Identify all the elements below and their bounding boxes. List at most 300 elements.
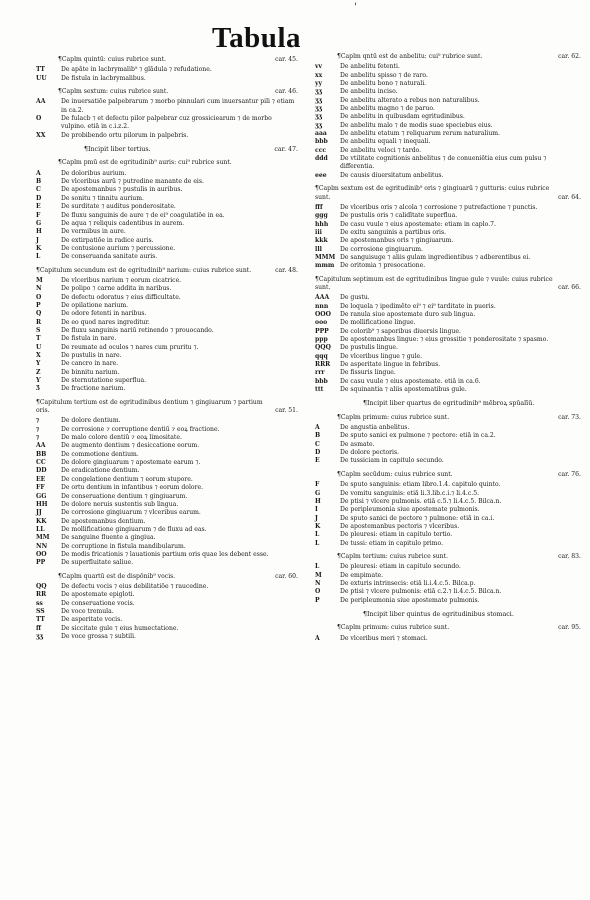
entry-text: De anbelitu inciso. [340, 88, 398, 96]
entry-label: J [36, 236, 39, 244]
entry-text: De vtilitate cognitionis anbelitus ⁊ de conueniētia eius cum pulsu ⁊ differentia. [340, 155, 547, 171]
entry-label: BB [36, 450, 47, 458]
entry-text: De asperitate vocis. [61, 616, 123, 624]
index-section [315, 553, 585, 605]
rubric-entry [315, 294, 585, 302]
entry-text: De contusione aurium ⁊ percussione. [61, 244, 176, 252]
entry-label: A [315, 634, 320, 642]
entry-label: G [315, 489, 321, 497]
rubric-entry [36, 633, 302, 641]
rubric-entry [36, 625, 302, 633]
entry-label: iii [315, 228, 322, 236]
entry-text: De corruptione in fistula mandibularum. [61, 542, 186, 550]
chapter-page-ref: car. 60. [275, 572, 298, 580]
chapter-page-ref: car. 73. [558, 413, 581, 421]
book-heading [36, 146, 302, 154]
entry-text: De pustulis oris ⁊ calidītate superflua. [340, 212, 458, 220]
entry-text: De tussi: etiam in capitulo primo. [340, 539, 444, 547]
entry-label: nnn [315, 302, 329, 310]
entry-text: De fluxu sanguinis nariū retinendo ⁊ prouocando. [61, 326, 214, 334]
entry-label: ʒʒ [315, 105, 322, 113]
entry-text: De probibendo ortu pilorum in palpebris. [61, 131, 189, 139]
entry-label: G [36, 219, 42, 227]
entry-label: C [36, 186, 41, 194]
entry-label: ⁊ [36, 417, 40, 425]
rubric-entry [36, 360, 302, 368]
book-heading [315, 400, 585, 408]
rubric-entry [36, 459, 302, 467]
entry-label: FF [36, 484, 45, 492]
entry-text: De voce tremula. [61, 607, 114, 615]
entry-label: R [36, 318, 42, 326]
rubric-entry [315, 531, 585, 539]
entry-label: B [36, 178, 42, 186]
chapter-page-ref: car. 66. [558, 283, 581, 291]
entry-text: De sanguine fluente a gingiua. [61, 534, 156, 542]
entry-text: De reumate ad oculos ⁊ nares cum pruritu ⁊. [61, 343, 199, 351]
entry-text: De loquela ⁊ ipedimēto ei⁹ ⁊ ei⁹ tarditate in pueris. [340, 302, 496, 310]
chapter-heading [315, 624, 585, 632]
rubric-entry [315, 588, 585, 596]
entry-text: De vermibus in aure. [61, 228, 126, 236]
entry-text: De ortu dentium in infantibus ⁊ eorum dolore. [61, 484, 204, 492]
index-section [315, 624, 585, 643]
entry-text: De dolore neruis sustentis sub lingua. [61, 500, 179, 508]
entry-label: OO [36, 550, 47, 558]
entry-label: yy [315, 80, 323, 88]
rubric-entry [36, 98, 302, 115]
entry-text: De fractione narium. [61, 385, 126, 393]
entry-text: De defectu odoratus ⁊ eius difficultate. [61, 293, 181, 301]
entry-text: De modis fricationis ⁊ lauationis partium oris quae les debent esse. [61, 550, 269, 558]
entry-text: De apostemanbus ⁊ pustulis in auribus. [61, 186, 183, 194]
rubric-entry [315, 361, 585, 369]
entry-label: rrr [315, 369, 325, 377]
entry-label: E [315, 457, 320, 465]
rubric-entry [36, 385, 302, 393]
entry-label: ppp [315, 336, 328, 343]
entry-label: ooo [315, 319, 328, 327]
entry-label: A [315, 424, 320, 432]
entry-label: QQ [36, 582, 47, 590]
entry-text: De mollificatione gingiuarum ⁊ de fluxu ad eas. [61, 525, 207, 533]
entry-text: De ptisi ⁊ vlcere pulmonis. etiā c.5.⁊ li.4.c.5. Bilca.n. [340, 497, 502, 505]
rubric-entry [315, 172, 585, 180]
book-heading-text: ¶Incipit liber quartus de egritudinib⁹ mēbroꝝ spūalīū. [363, 400, 535, 408]
entry-label: MM [36, 534, 50, 542]
entry-label: L [315, 539, 320, 547]
entry-text: De malo colore dentiū ⁊ eoꝝ limositate. [61, 434, 182, 442]
chapter-heading-text: ¶Capitulum secundum est de egritudinib⁹ narium: cuius rubrice sunt. [36, 266, 252, 274]
rubric-entry [315, 336, 585, 344]
entry-label: C [315, 440, 320, 448]
entry-label: ʒʒ [315, 121, 322, 129]
entry-label: UU [36, 74, 47, 82]
rubric-entry [36, 75, 302, 83]
entry-text: De apostemate epigloti. [61, 591, 135, 599]
entry-label: kkk [315, 237, 328, 245]
page-mark: ' [354, 2, 357, 13]
rubric-entry [315, 490, 585, 498]
rubric-entry [36, 178, 302, 186]
index-section [315, 471, 585, 548]
index-section [36, 399, 302, 568]
rubric-entry [36, 534, 302, 542]
rubric-entry [36, 115, 302, 132]
chapter-page-ref: car. 51. [275, 407, 298, 415]
entry-text: De dolore gingiuarum ⁊ apostemate earum ⁊. [61, 459, 201, 467]
entry-label: AA [36, 442, 46, 450]
entry-text: De conseruanda sanitate auris. [61, 253, 158, 261]
rubric-entry [36, 442, 302, 450]
entry-text: De fistula in lacbrymalibus. [61, 74, 146, 82]
index-section [36, 56, 302, 83]
entry-label: F [36, 211, 41, 219]
rubric-entry [315, 63, 585, 71]
entry-label: A [36, 169, 41, 177]
index-section [315, 185, 585, 270]
entry-text: De anbelitu veloci ⁊ tardo. [340, 146, 422, 154]
entry-text: De asperitate lingue in febribus. [340, 361, 441, 369]
entry-text: De colorib⁹ ⁊ saporibus diuersis lingue. [340, 327, 461, 335]
entry-label: JJ [36, 509, 42, 517]
rubric-entry [36, 509, 302, 517]
chapter-page-ref: car. 46. [275, 88, 298, 96]
chapter-heading-text: ¶Caplm secūdum: cuius rubrice sunt. [337, 470, 453, 478]
chapter-heading-text: ¶Capitulum septimum est de egritudinibus lingue gule ⁊ vuule: cuius rubrice sunt. [315, 275, 553, 291]
entry-label: CC [36, 459, 46, 467]
rubric-entry [315, 72, 585, 80]
entry-label: EE [36, 475, 46, 483]
entry-label: I [315, 506, 318, 514]
entry-label: L [315, 531, 320, 539]
chapter-page-ref: car. 83. [558, 552, 581, 560]
chapter-page-ref: car. 62. [558, 53, 581, 60]
entry-text: De angustia anbelitus. [340, 424, 410, 432]
chapter-heading [36, 399, 302, 416]
entry-label: J [315, 514, 318, 522]
entry-label: ʒʒ [36, 633, 43, 640]
entry-text: De oritomia ⁊ presocatione. [340, 262, 426, 270]
rubric-entry [36, 501, 302, 509]
rubric-entry [315, 80, 585, 88]
book-heading [315, 611, 585, 619]
entry-text: De asmate. [340, 440, 375, 448]
rubric-entry [315, 540, 585, 548]
entry-label: Ʒ [36, 385, 41, 393]
entry-label: fff [315, 203, 323, 211]
chapter-heading [36, 267, 302, 275]
entry-text: De aqua ⁊ reliquis cadentibus in aurem. [61, 219, 185, 227]
entry-label: KK [36, 517, 47, 525]
rubric-entry [315, 449, 585, 457]
entry-label: AA [36, 98, 46, 106]
entry-label: PP [36, 559, 46, 567]
entry-label: ⁊ [36, 434, 40, 442]
entry-label: xx [315, 71, 323, 79]
rubric-entry [315, 155, 585, 172]
rubric-entry [36, 591, 302, 599]
entry-text: De sputo sanici ex pulmone ⁊ pectore: etiā in ca.2. [340, 432, 496, 440]
chapter-page-ref: car. 76. [558, 470, 581, 478]
rubric-entry [315, 254, 585, 262]
rubric-entry [315, 457, 585, 465]
entry-text: De fistula in nare. [61, 335, 117, 343]
book-heading-text: ¶Incipit liber quintus de egritudinibus stomaci. [363, 610, 514, 618]
index-section [36, 573, 302, 642]
entry-label: RR [36, 591, 47, 599]
entry-text: De squinantia ⁊ aliis apostematibus gule. [340, 386, 467, 394]
entry-text: De vlceribus meri ⁊ stomaci. [340, 634, 428, 642]
entry-label: TT [36, 66, 45, 74]
entry-label: T [36, 335, 41, 343]
rubric-entry [315, 88, 585, 96]
chapter-page-ref: car. 95. [558, 624, 581, 632]
chapter-heading [315, 53, 585, 61]
entry-text: De anbelitu equali ⁊ inequali. [340, 138, 431, 146]
chapter-heading [36, 88, 302, 96]
entry-text: De tussiciam in capitulo secundo. [340, 457, 444, 465]
entry-text: De apāte in lacbrymalib⁹ ⁊ glādula ⁊ refudatione. [61, 66, 212, 74]
right-column [315, 0, 585, 643]
entry-label: GG [36, 492, 47, 500]
entry-text: De fissuris lingue. [340, 369, 396, 377]
entry-label: O [36, 115, 42, 123]
entry-text: De corrosione gingiuarum ⁊ vlceribus earum. [61, 509, 201, 517]
entry-text: De gustu. [340, 294, 370, 302]
entry-text: De opilatione narium. [61, 301, 129, 309]
rubric-entry [36, 294, 302, 302]
entry-label: L [36, 253, 41, 261]
rubric-entry [36, 220, 302, 228]
entry-text: De inuersatiōe palpebrarum ⁊ morbo pinnulari cum inuersantur pili ⁊ etiam in ca.2. [61, 98, 295, 114]
entry-text: De anbelitu fetenti. [340, 63, 400, 71]
entry-text: De vlceribus lingue ⁊ gule. [340, 352, 423, 360]
entry-text: De doloribus aurium. [61, 169, 127, 177]
rubric-entry [36, 518, 302, 526]
chapter-heading [315, 276, 585, 293]
rubric-entry [315, 386, 585, 394]
entry-text: De dolore dentium. [61, 417, 121, 425]
entry-text: De cancro in nare. [61, 360, 119, 368]
rubric-entry [36, 327, 302, 335]
entry-text: De exitu sanguinis a partibus oris. [340, 228, 447, 236]
rubric-entry [315, 353, 585, 361]
entry-text: De pleuresi: etiam in capitulo tertio. [340, 531, 453, 539]
entry-text: De casu vuule ⁊ eius apostemate. etiā in ca.6. [340, 377, 481, 385]
entry-label: ggg [315, 212, 328, 220]
chapter-heading-text: ¶Caplm qntū est de anbelitu: cui⁹ rubrice sunt. [337, 53, 483, 60]
chapter-page-ref: car. 45. [275, 56, 298, 63]
entry-label: Q [36, 310, 42, 318]
entry-label: S [36, 326, 41, 334]
chapter-heading [315, 471, 585, 479]
rubric-entry [36, 526, 302, 534]
entry-text: De apostemanbus dentium. [61, 517, 146, 525]
rubric-entry [36, 467, 302, 475]
entry-text: De peripleumonia siue apostemate pulmonis. [340, 596, 480, 604]
entry-text: De commotione dentium. [61, 450, 139, 458]
entry-text: De corrosione ⁊ corruptione dentiū ⁊ eoꝝ fractione. [61, 425, 220, 433]
rubric-entry [315, 311, 585, 319]
rubric-entry [315, 130, 585, 138]
entry-text: De anbelitu etatum ⁊ reliquarum rerum naturalium. [340, 130, 500, 138]
entry-label: OOO [315, 310, 331, 318]
entry-text: De vlceribus narium ⁊ eorum cicatrice. [61, 276, 182, 284]
entry-text: De siccitate gule ⁊ eius humectatione. [61, 624, 179, 632]
rubric-entry [315, 580, 585, 588]
entry-text: De exturis intrinsecis: etiā li.i.4.c.5. Bilca.p. [340, 579, 476, 587]
index-section [315, 276, 585, 395]
entry-label: NN [36, 542, 48, 550]
entry-text: De conseruatione vocis. [61, 599, 135, 607]
chapter-heading [315, 414, 585, 422]
entry-label: vv [315, 63, 323, 71]
rubric-entry [36, 203, 302, 211]
rubric-entry [36, 253, 302, 261]
entry-text: De pleuresi: etiam in capitulo secundo. [340, 563, 461, 571]
entry-label: F [315, 481, 320, 489]
entry-label: U [36, 343, 42, 351]
entry-text: De corrosione gingiuarum. [340, 245, 423, 253]
entry-text: De fluxu sanguinis de aure ⁊ de ei⁹ coagulatiōe in ea. [61, 211, 225, 219]
rubric-entry [315, 506, 585, 514]
rubric-entry [315, 344, 585, 352]
entry-label: H [315, 497, 321, 505]
rubric-entry [36, 583, 302, 591]
rubric-entry [315, 481, 585, 489]
entry-text: De apostemanbus lingue: ⁊ eius grossitie ⁊ ponderositate ⁊ spasmo. [340, 336, 549, 343]
rubric-entry [315, 204, 585, 212]
entry-label: HH [36, 500, 48, 508]
entry-label: ʒʒ [315, 113, 322, 121]
entry-label: hhh [315, 220, 329, 228]
rubric-entry [315, 441, 585, 449]
rubric-entry [36, 434, 302, 442]
entry-text: De congelatione dentium ⁊ eorum stupore. [61, 475, 193, 483]
entry-label: QQQ [315, 344, 331, 352]
rubric-entry [315, 523, 585, 531]
chapter-heading-text: ¶Capitulum tertium est de egritudinibus dentium ⁊ gingiuarum ⁊ partium oris. [36, 398, 263, 415]
entry-text: De vlceribus aurū ⁊ putredine manante de eis. [61, 178, 204, 186]
rubric-entry [315, 572, 585, 580]
rubric-entry [315, 221, 585, 229]
chapter-page-ref: car. 64. [558, 193, 581, 201]
entry-text: De ptisi ⁊ vlcere pulmonis: etiā c.2.⁊ li.4.c.5. Bilca.n. [340, 588, 502, 596]
rubric-entry [36, 195, 302, 203]
entry-label: DD [36, 467, 47, 475]
entry-text: De pustulis in nare. [61, 352, 122, 359]
entry-text: De fulacb ⁊ et defectu pilor palpebrar cuz grossiciearum ⁊ de morbo vulpino. etiā in c.i.z.2. [61, 115, 272, 131]
index-section [315, 400, 585, 408]
entry-label: AAA [315, 294, 330, 302]
chapter-heading [36, 56, 302, 64]
entry-label: L [315, 563, 320, 571]
rubric-entry [36, 277, 302, 285]
entry-label: P [315, 596, 320, 604]
entry-label: XX [36, 131, 46, 139]
index-section [36, 159, 302, 261]
entry-text: De sonitu ⁊ tinnitu aurium. [61, 194, 144, 202]
entry-text: De mollificatione lingue. [340, 319, 416, 327]
entry-text: De odore fetenti in naribus. [61, 310, 147, 318]
rubric-entry [315, 122, 585, 130]
entry-label: aaa [315, 130, 327, 138]
entry-label: D [315, 449, 321, 457]
entry-label: D [36, 194, 42, 202]
entry-text: De apostemanbus oris ⁊ gingiuarum. [340, 237, 454, 245]
entry-label: ddd [315, 155, 328, 163]
chapter-heading-text: ¶Caplm tertium: cuius rubrice sunt. [337, 552, 448, 560]
entry-text: De dolore pectoris. [340, 449, 400, 457]
entry-text: De anbelitu magno ⁊ de paruo. [340, 105, 435, 113]
page-title: Tabula [212, 22, 301, 54]
entry-label: lll [315, 245, 322, 253]
entry-text: De vlceribus oris ⁊ alcola ⁊ corrosione ⁊ putrefactione ⁊ punctis. [340, 203, 538, 211]
rubric-entry [315, 498, 585, 506]
chapter-heading-text: ¶Caplm primum: cuius rubrice sunt. [337, 624, 450, 632]
chapter-heading-text: ¶Caplm primum: cuius rubrice sunt. [337, 413, 450, 421]
chapter-heading [36, 159, 302, 167]
entry-label: N [315, 579, 321, 587]
entry-label: O [315, 588, 321, 596]
entry-label: M [36, 276, 43, 284]
rubric-entry [315, 515, 585, 523]
rubric-entry [36, 352, 302, 360]
entry-label: qqq [315, 352, 328, 360]
entry-label: ff [36, 624, 42, 632]
entry-label: TT [36, 616, 45, 624]
rubric-entry [36, 237, 302, 245]
rubric-entry [36, 559, 302, 567]
entry-label: bbb [315, 138, 328, 146]
entry-label: X [36, 352, 41, 359]
entry-text: De peripleumonia siue apostemate pulmonis. [340, 506, 480, 514]
rubric-entry [36, 493, 302, 501]
rubric-entry [36, 319, 302, 327]
entry-label: SS [36, 607, 45, 615]
rubric-entry [36, 245, 302, 253]
rubric-entry [36, 170, 302, 178]
entry-label: O [36, 293, 42, 301]
entry-label: ttt [315, 386, 324, 394]
chapter-heading-text: ¶Caplm sextum: cuius rubrice sunt. [58, 88, 169, 96]
rubric-entry [36, 543, 302, 551]
chapter-page-ref: car. 48. [275, 266, 298, 274]
index-section [36, 146, 302, 154]
left-column [36, 0, 302, 641]
rubric-entry [36, 484, 302, 492]
entry-text: De anbelitu spisso ⁊ de raro. [340, 71, 428, 79]
chapter-heading [315, 553, 585, 561]
rubric-entry [315, 229, 585, 237]
rubric-entry [315, 369, 585, 377]
entry-text: De apostemanbus pectoris ⁊ vlceribus. [340, 522, 460, 530]
entry-label: ʒʒ [315, 96, 322, 104]
rubric-entry [315, 319, 585, 327]
rubric-entry [36, 451, 302, 459]
book-page-ref: car. 47. [274, 146, 298, 154]
rubric-entry [36, 608, 302, 616]
entry-text: De sanguisuge ⁊ aliis gulam ingredientibus ⁊ adberentibus ei. [340, 253, 531, 261]
rubric-entry [36, 616, 302, 624]
entry-label: PPP [315, 327, 329, 335]
entry-text: De extirpatiōe in radice auris. [61, 236, 154, 244]
rubric-entry [315, 237, 585, 245]
rubric-entry [315, 378, 585, 386]
rubric-entry [36, 66, 302, 74]
entry-label: M [315, 571, 322, 579]
